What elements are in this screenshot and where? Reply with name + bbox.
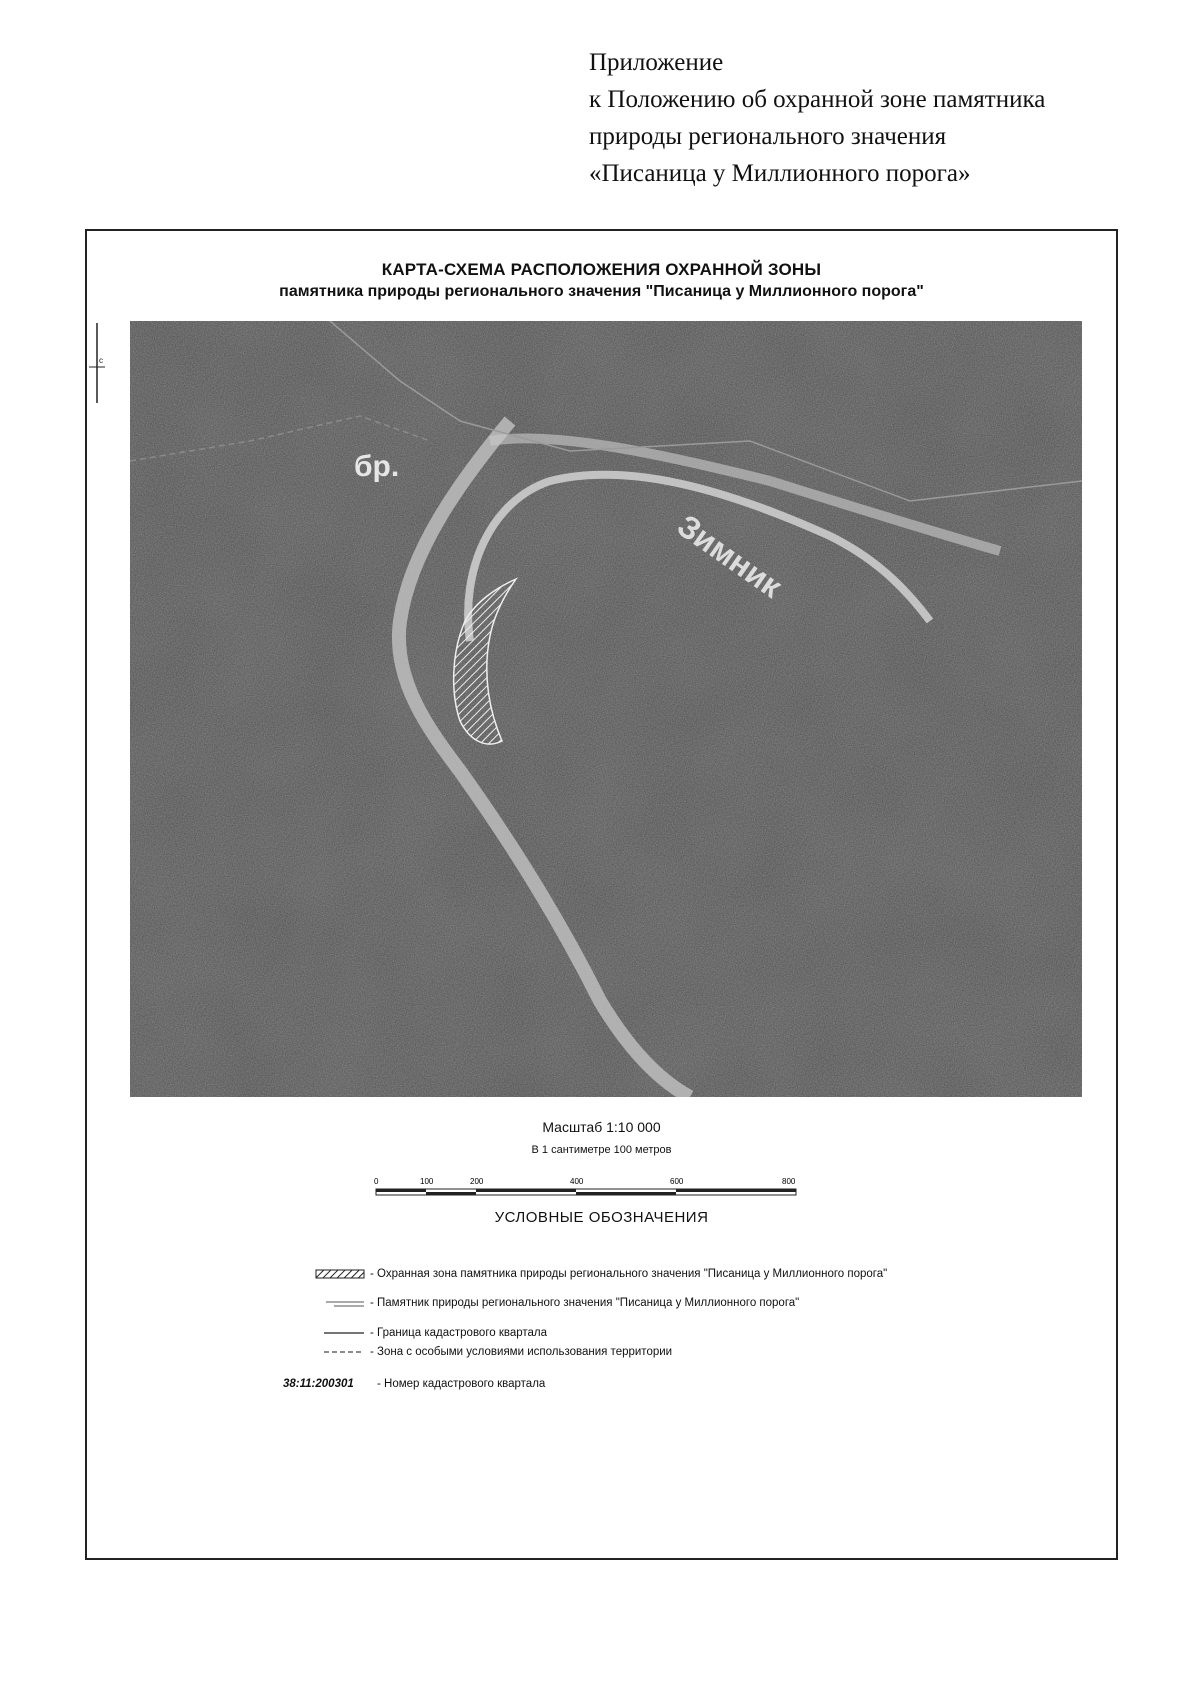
legend-item-special-zone (87, 1343, 1087, 1361)
satellite-map (130, 321, 1082, 1097)
legend-item-monument (87, 1294, 1087, 1312)
solid-line-icon (324, 1324, 366, 1342)
map-title: КАРТА-СХЕМА РАСПОЛОЖЕНИЯ ОХРАННОЙ ЗОНЫ (381, 260, 822, 279)
scale-bar-segment (676, 1189, 796, 1192)
scale-bar-segment (476, 1189, 576, 1192)
appendix-header (589, 44, 1149, 192)
scale-bar (374, 1175, 804, 1203)
legend-label: - Номер кадастрового квартала (377, 1378, 546, 1390)
appendix-line: к Положению об охранной зоне памятника (589, 86, 1046, 113)
map-frame (85, 229, 1118, 1560)
monument-outline-icon (314, 1294, 366, 1312)
scale-tick-label: 200 (470, 1177, 484, 1186)
appendix-line: Приложение (589, 49, 724, 76)
hatched-zone-icon (314, 1265, 366, 1283)
scale-tick-label: 0 (374, 1177, 379, 1186)
legend-label: - Зона с особыми условиями использования территории (370, 1346, 673, 1358)
scale-tick-label: 800 (782, 1177, 796, 1186)
scale-bar-segment (576, 1192, 676, 1195)
terrain-texture (130, 321, 1082, 1097)
legend-heading: УСЛОВНЫЕ ОБОЗНАЧЕНИЯ (494, 1209, 709, 1226)
legend-item-protected-zone (87, 1265, 1087, 1283)
place-label-right: Зимник (670, 507, 789, 605)
scale-block (87, 1117, 1116, 1158)
map-graphics (130, 321, 1082, 1097)
scale-tick-label: 100 (420, 1177, 434, 1186)
appendix-line: природы регионального значения (589, 123, 947, 150)
legend-item-cadastral-boundary (87, 1324, 1087, 1342)
scale-text: Масштаб 1:10 000 (542, 1119, 661, 1135)
appendix-line: «Писаница у Миллионного порога» (589, 160, 971, 187)
scale-note: В 1 сантиметре 100 метров (531, 1144, 672, 1156)
legend-label: - Охранная зона памятника природы регионального значения "Писаница у Миллионного порога" (370, 1268, 888, 1280)
scale-bar-segment (426, 1192, 476, 1195)
scale-tick-label: 600 (670, 1177, 684, 1186)
legend-label: - Памятник природы регионального значения "Писаница у Миллионного порога" (370, 1297, 800, 1309)
legend-item-cadastral-number (87, 1375, 1087, 1393)
north-arrow-icon (87, 323, 111, 403)
legend-label: - Граница кадастрового квартала (370, 1327, 548, 1339)
place-label-left: бр. (354, 450, 400, 483)
cadastral-number-sample: 38:11:200301 (283, 1378, 354, 1390)
scale-tick-label: 400 (570, 1177, 584, 1186)
svg-text:c: c (99, 356, 103, 365)
scale-bar-segment (376, 1189, 426, 1192)
dashed-line-icon (324, 1343, 366, 1361)
map-subtitle: памятника природы регионального значения "Писаница у Миллионного порога" (279, 283, 924, 300)
